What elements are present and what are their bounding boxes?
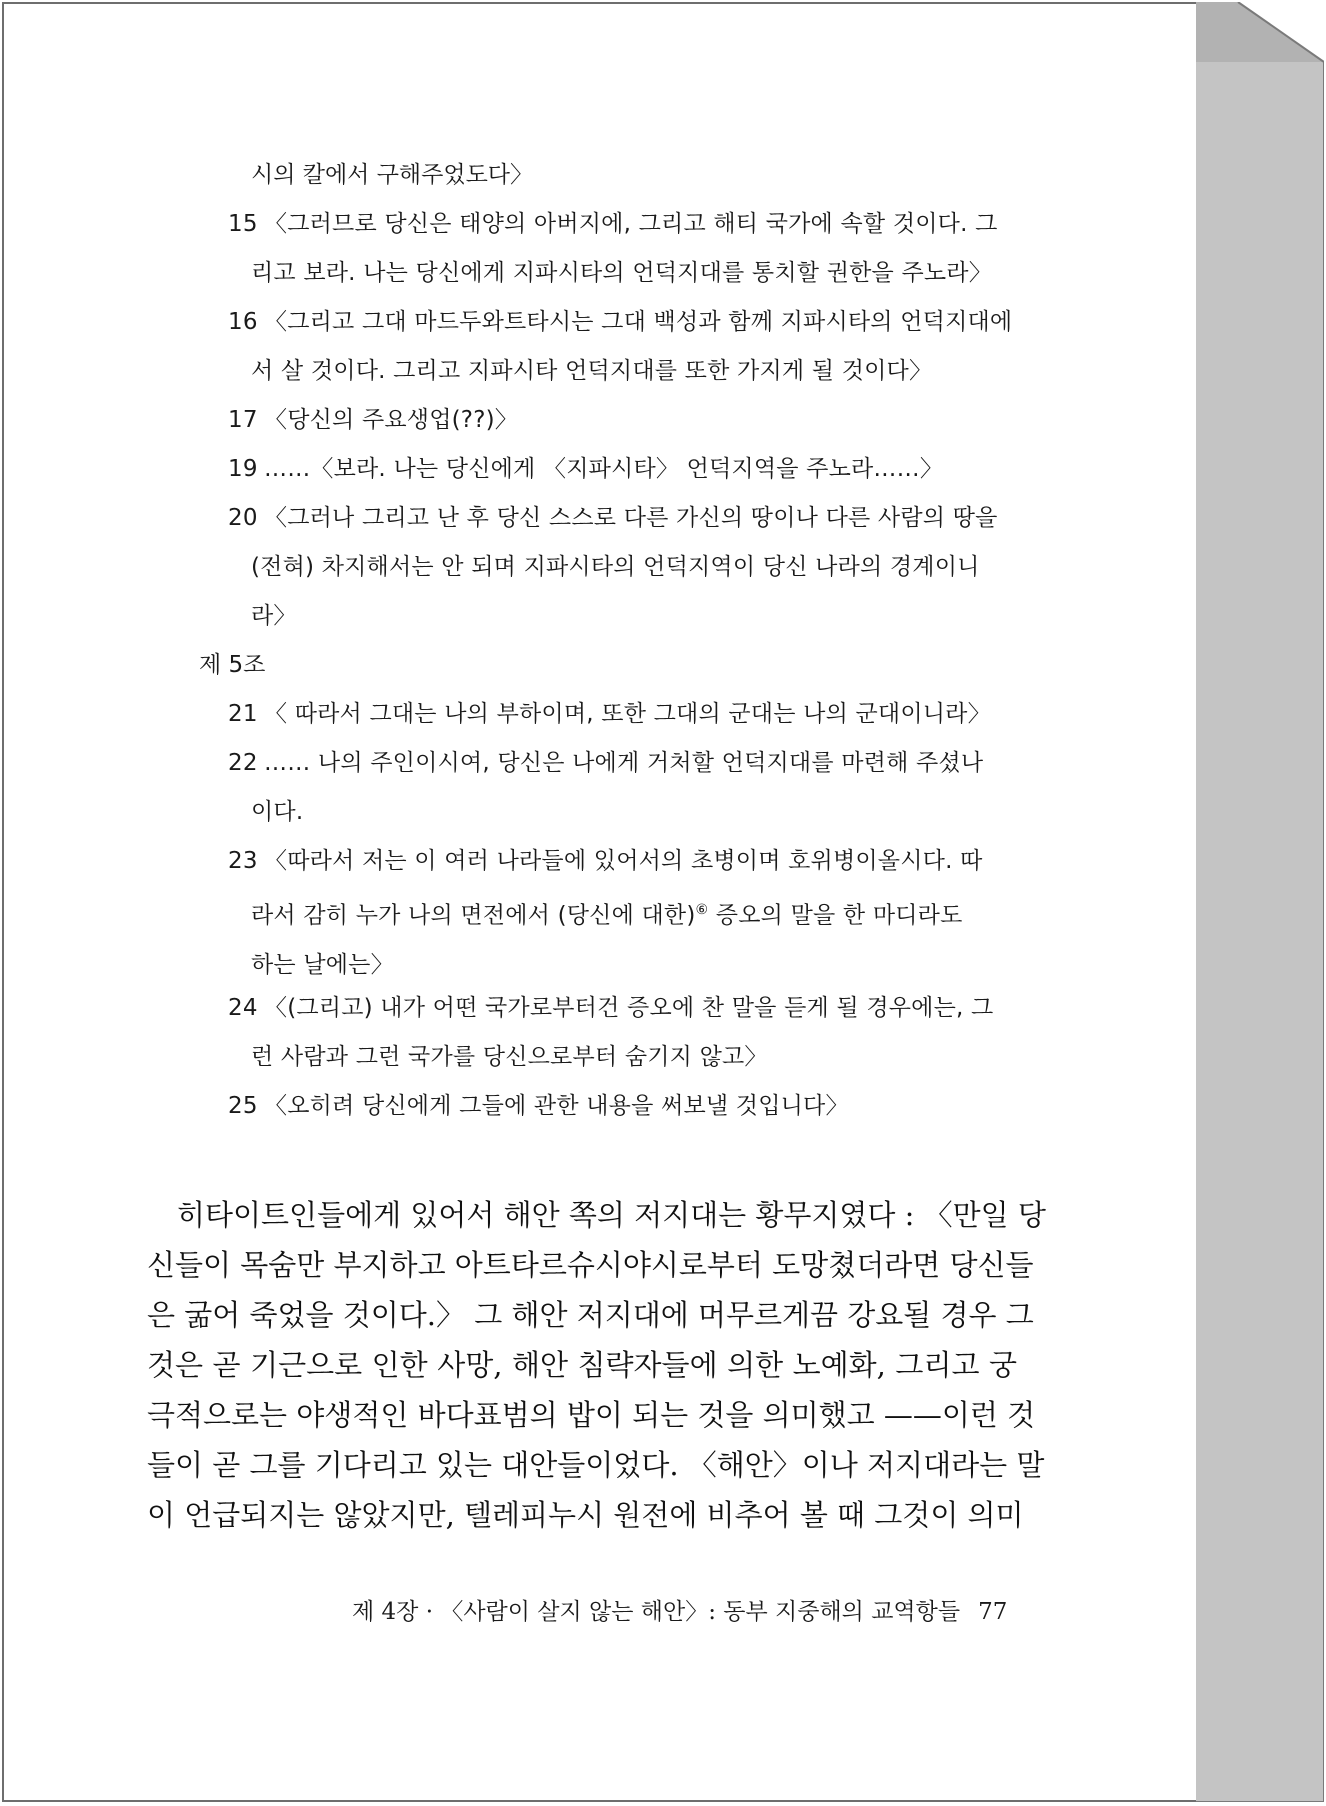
verse-line: 하는 날에는〉	[251, 951, 394, 978]
verse-number: 17	[228, 407, 258, 433]
verse-line: 서 살 것이다. 그리고 지파시타 언덕지대를 또한 가지게 될 것이다〉	[251, 358, 933, 384]
page-footer	[352, 1595, 1008, 1629]
verse-line	[228, 886, 1018, 941]
verse-23	[228, 837, 1018, 990]
verse-17	[228, 396, 1018, 445]
verse-22	[228, 739, 1018, 837]
verse-number: 15	[228, 211, 258, 237]
verse-line: 〈오히려 당신에게 그들에 관한 내용을 써보낼 것입니다〉	[264, 1093, 849, 1119]
verse-line: 런 사람과 그런 국가를 당신으로부터 숨기지 않고〉	[251, 1044, 768, 1070]
paragraph-line: 극적으로는 야생적인 바다표범의 밥이 되는 것을 의미했고 ——이런 것	[147, 1398, 1036, 1432]
verse-line: 〈그러므로 당신은 태양의 아버지에, 그리고 해티 국가에 속할 것이다. 그	[264, 211, 998, 237]
verse-25	[228, 1082, 1018, 1131]
verse-line: 〈따라서 저는 이 여러 나라들에 있어서의 초병이며 호위병이올시다. 따	[264, 848, 983, 874]
verse-21	[228, 690, 1018, 739]
paragraph-line: 이 언급되지는 않았지만, 텔레피누시 원전에 비추어 볼 때 그것이 의미	[147, 1498, 1024, 1532]
verse-line: 〈그러나 그리고 난 후 당신 스스로 다른 가신의 땅이나 다른 사람의 땅을	[264, 505, 998, 531]
section-heading: 제 5조	[199, 652, 266, 678]
paragraph-line: 히타이트인들에게 있어서 해안 쪽의 저지대는 황무지였다 : 〈만일 당	[177, 1198, 1046, 1232]
verse-number: 21	[228, 701, 258, 727]
verse-line: 〈(그리고) 내가 어떤 국가로부터건 증오에 찬 말을 듣게 될 경우에는, 그	[264, 995, 994, 1021]
book-edge	[1196, 2, 1324, 1802]
verse-line: 〈 따라서 그대는 나의 부하이며, 또한 그대의 군대는 나의 군대이니라〉	[264, 701, 991, 727]
verse-line: …… 나의 주인이시여, 당신은 나에게 거처할 언덕지대를 마련해 주셨나	[264, 750, 984, 776]
verse-line: 라〉	[251, 603, 297, 629]
verse-14-continuation: 시의 칼에서 구해주었도다〉	[251, 162, 534, 188]
footnote-marker: ⑥	[695, 902, 709, 918]
page-number: 77	[978, 1599, 1008, 1625]
verse-24	[228, 984, 1018, 1082]
verse-number: 16	[228, 309, 258, 335]
paragraph-line: 들이 곧 그를 기다리고 있는 대안들이었다. 〈해안〉이나 저지대라는 말	[147, 1448, 1045, 1482]
verse-19	[228, 445, 1018, 494]
verse-16	[228, 298, 1018, 396]
verse-line-part: 증오의 말을 한 마디라도	[708, 902, 963, 929]
paragraph-line: 신들이 목숨만 부지하고 아트타르슈시야시로부터 도망쳤더라면 당신들	[147, 1248, 1034, 1282]
body-paragraph	[147, 1190, 1046, 1540]
verse-20	[228, 494, 1018, 641]
paragraph-line: 것은 곧 기근으로 인한 사망, 해안 침략자들에 의한 노예화, 그리고 궁	[147, 1348, 1017, 1382]
verse-number: 23	[228, 848, 258, 874]
verse-line: ……〈보라. 나는 당신에게 〈지파시타〉 언덕지역을 주노라……〉	[264, 456, 944, 482]
verse-line: 〈당신의 주요생업(??)〉	[264, 407, 518, 433]
verse-line: 리고 보라. 나는 당신에게 지파시타의 언덕지대를 통치할 권한을 주노라〉	[251, 260, 992, 286]
verse-number: 25	[228, 1093, 258, 1119]
paragraph-line: 은 굶어 죽었을 것이다.〉 그 해안 저지대에 머무르게끔 강요될 경우 그	[147, 1298, 1034, 1332]
verse-number: 19	[228, 456, 258, 482]
verse-15	[228, 200, 1018, 298]
verse-number: 24	[228, 995, 258, 1021]
verse-number: 22	[228, 750, 258, 776]
verse-line: 이다.	[251, 799, 304, 825]
verse-line-part: 라서 감히 누가 나의 면전에서 (당신에 대한)	[251, 902, 696, 929]
verse-line: 〈그리고 그대 마드두와트타시는 그대 백성과 함께 지파시타의 언덕지대에	[264, 309, 1013, 335]
running-head: 제 4장 · 〈사람이 살지 않는 해안〉: 동부 지중해의 교역항들	[352, 1599, 961, 1625]
verse-line: (전혀) 차지해서는 안 되며 지파시타의 언덕지역이 당신 나라의 경계이니	[251, 554, 980, 580]
verse-number: 20	[228, 505, 258, 531]
